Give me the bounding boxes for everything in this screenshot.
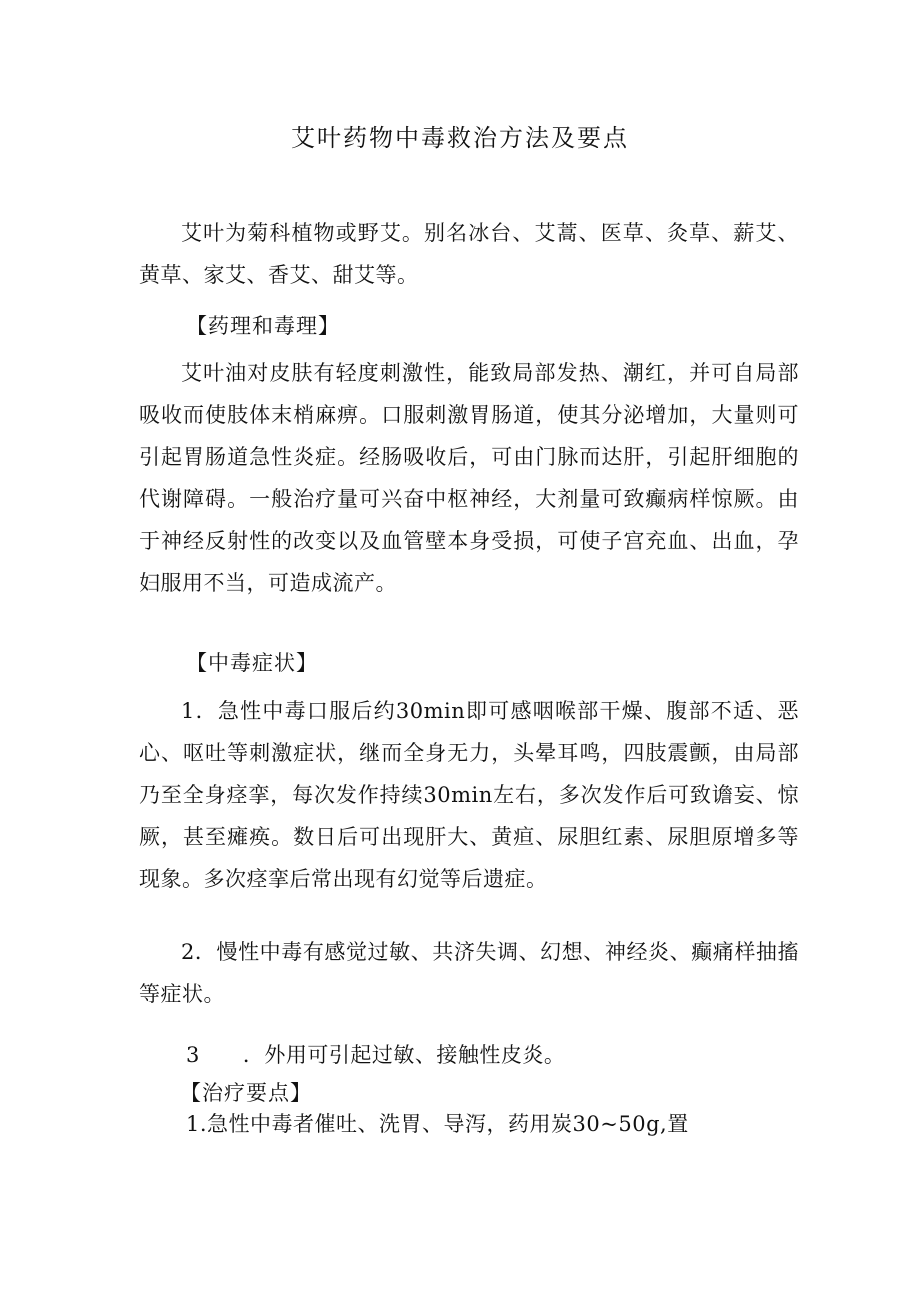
symptom-item-2: 2．慢性中毒有感觉过敏、共济失调、幻想、神经炎、癫痛样抽搐等症状。 xyxy=(139,940,799,1006)
pharmacology-paragraph: 艾叶油对皮肤有轻度刺激性，能致局部发热、潮红，并可自局部吸收而使肢体末梢麻痹。口服刺激胃肠道，使其分泌增加，大量则可引起胃肠道急性炎症。经肠吸收后，可由门脉而达肝，引起肝细胞的代谢障碍。一般治疗量可兴奋中枢神经，大剂量可致癫病样惊厥。由于神经反射性的改变以及血管壁本身受损，可使子宫充血、出血，孕妇服用不当，可造成流产。 xyxy=(139,361,799,595)
symptom-item-3: 3 ．外用可引起过敏、接触性皮炎。 xyxy=(186,1043,566,1067)
intro-paragraph: 艾叶为菊科植物或野艾。别名冰台、艾蒿、医草、灸草、薪艾、黄草、家艾、香艾、甜艾等。 xyxy=(139,221,799,287)
section-heading-treatment: 【治疗要点】 xyxy=(180,1081,312,1105)
section-heading-pharmacology: 【药理和毒理】 xyxy=(186,314,340,338)
section-heading-symptoms: 【中毒症状】 xyxy=(186,651,318,675)
treatment-item-1: 1.急性中毒者催吐、洗胃、导泻，药用炭30~50g,置 xyxy=(186,1112,689,1136)
symptom-item-1: 1．急性中毒口服后约30min即可感咽喉部干燥、腹部不适、恶心、呕吐等刺激症状，继而全身无力，头晕耳鸣，四肢震颤，由局部乃至全身痉挛，每次发作持续30min左右，多次发作后可致谵妄、惊厥，甚至瘫痪。数日后可出现肝大、黄疸、尿胆红素、尿胆原增多等现象。多次痉挛后常出现有幻觉等后遗症。 xyxy=(139,699,799,891)
document-title: 艾叶药物中毒救治方法及要点 xyxy=(291,124,629,152)
